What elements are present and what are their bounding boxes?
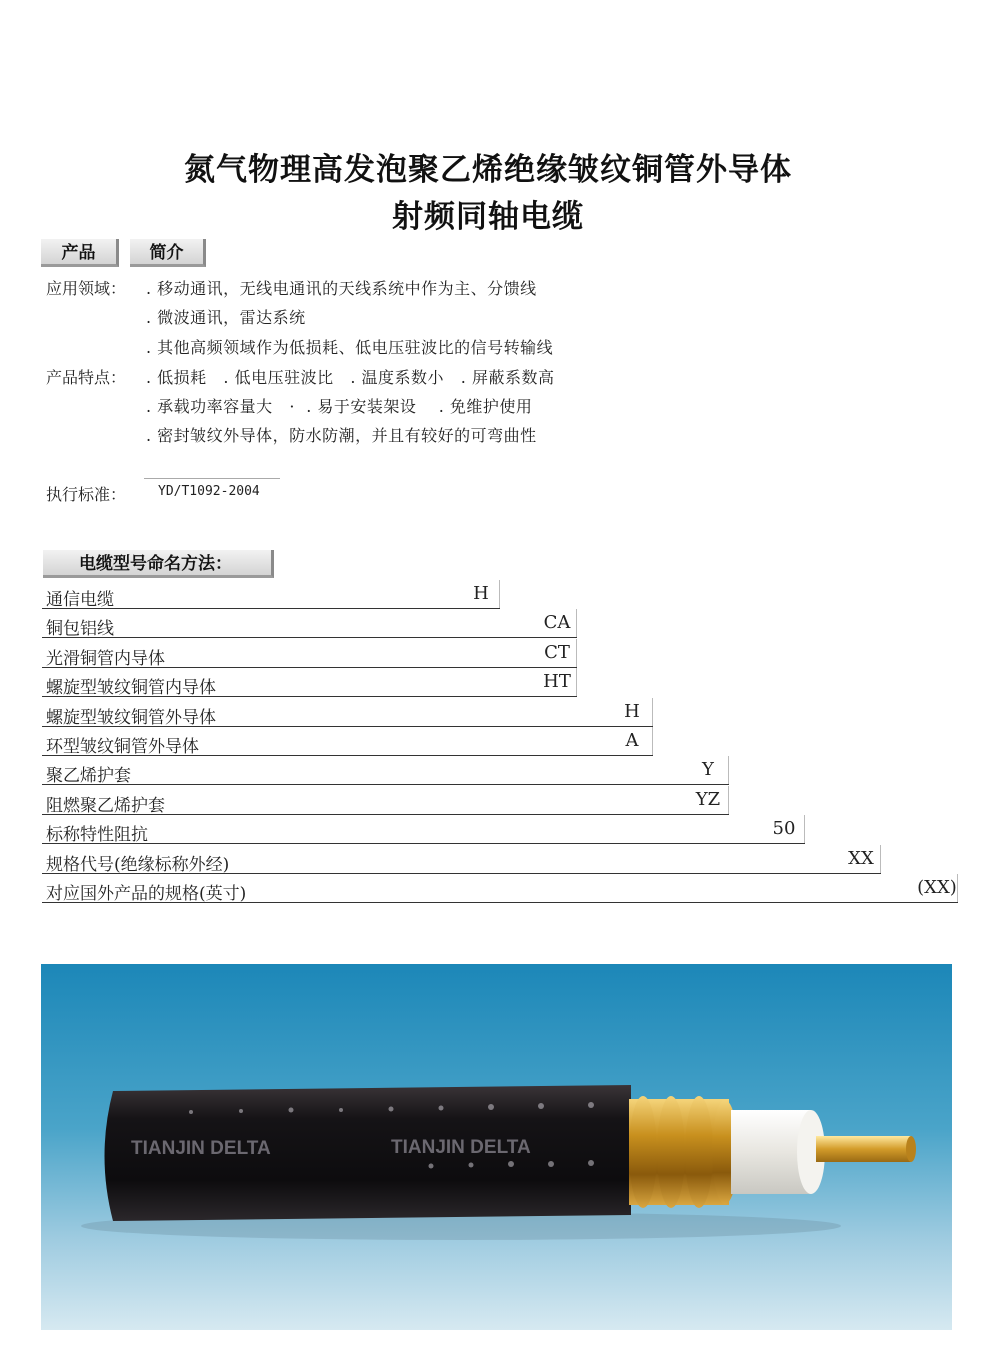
jacket-brand-text: TIANJIN DELTA <box>391 1137 531 1158</box>
page-subtitle: 射频同轴电缆 <box>392 199 584 235</box>
tab-intro: 简介 <box>130 239 206 267</box>
naming-row-tick <box>499 580 500 608</box>
naming-row-label: 对应国外产品的规格(英寸) <box>46 884 247 904</box>
naming-row-tick <box>957 874 958 902</box>
naming-row-tick <box>576 668 577 696</box>
corrugated-copper-conductor <box>629 1096 738 1208</box>
naming-row-rule <box>42 667 577 668</box>
inner-conductor-pin <box>816 1136 916 1162</box>
naming-row-label: 标称特性阻抗 <box>46 825 148 846</box>
application-line: . 微波通讯，雷达系统 <box>146 308 306 327</box>
naming-row-code: A <box>625 730 639 751</box>
naming-row-code: (XX) <box>917 877 957 898</box>
coax-cable-illustration <box>41 964 952 1330</box>
jacket-brand-text: TIANJIN DELTA <box>131 1138 271 1159</box>
naming-row-code: CA <box>543 612 571 634</box>
naming-row-rule <box>42 814 729 815</box>
naming-row-tick <box>652 698 653 726</box>
naming-row-code: YZ <box>695 788 721 810</box>
naming-row-label: 螺旋型皱纹铜管外导体 <box>46 707 216 728</box>
naming-row-tick <box>576 609 577 637</box>
features-label: 产品特点： <box>46 368 127 387</box>
naming-row-label: 螺旋型皱纹铜管内导体 <box>46 678 216 699</box>
naming-row-code: 50 <box>772 818 796 840</box>
naming-row-rule <box>42 755 653 756</box>
naming-row-code: CT <box>544 641 570 663</box>
naming-row-rule <box>42 726 653 727</box>
naming-row-code: HT <box>543 671 571 693</box>
standard-rule <box>144 478 280 479</box>
feature-line: . 低损耗 . 低电压驻波比 . 温度系数小 . 屏蔽系数高 <box>146 368 555 387</box>
naming-row-code: H <box>473 583 489 604</box>
naming-row-tick <box>880 845 881 873</box>
tab-product: 产品 <box>41 239 119 267</box>
application-label: 应用领域： <box>46 279 127 298</box>
standard-value: YD/T1092-2004 <box>158 484 260 499</box>
naming-row-tick <box>728 786 729 814</box>
naming-row-label: 铜包铝线 <box>46 619 114 640</box>
naming-row-rule <box>42 902 958 903</box>
naming-row-rule <box>42 873 881 874</box>
naming-row-label: 环型皱纹铜管外导体 <box>46 737 199 757</box>
naming-row-tick <box>576 639 577 667</box>
cable-photo <box>41 964 952 1330</box>
naming-row-rule <box>42 696 577 697</box>
naming-row-tick <box>728 756 729 784</box>
naming-row-label: 通信电缆 <box>46 590 114 610</box>
naming-row-rule <box>42 784 729 785</box>
naming-row-label: 光滑铜管内导体 <box>46 648 165 669</box>
naming-row-label: 规格代号(绝缘标称外经) <box>46 854 230 875</box>
naming-row-rule <box>42 608 500 609</box>
naming-row-label: 聚乙烯护套 <box>46 766 131 787</box>
foam-dielectric <box>731 1110 825 1194</box>
naming-row-code: Y <box>702 759 714 781</box>
standard-label: 执行标准： <box>46 485 127 504</box>
application-line: . 其他高频领域作为低损耗、低电压驻波比的信号转输线 <box>146 338 554 357</box>
naming-row-code: XX <box>848 847 874 869</box>
page-title: 氮气物理高发泡聚乙烯绝缘皱纹铜管外导体 <box>184 152 792 188</box>
naming-row-code: H <box>624 700 640 722</box>
naming-row-rule <box>42 637 577 638</box>
naming-row-tick <box>804 815 805 843</box>
application-line: . 移动通讯，无线电通讯的天线系统中作为主、分馈线 <box>146 279 537 298</box>
naming-row-label: 阻燃聚乙烯护套 <box>46 795 165 816</box>
feature-line: . 承载功率容量大 · . 易于安装架设 . 免维护使用 <box>146 397 533 416</box>
naming-row-tick <box>652 727 653 755</box>
feature-line: . 密封皱纹外导体，防水防潮，并且有较好的可弯曲性 <box>146 426 537 445</box>
naming-method-heading: 电缆型号命名方法： <box>43 550 274 578</box>
naming-row-rule <box>42 843 805 844</box>
